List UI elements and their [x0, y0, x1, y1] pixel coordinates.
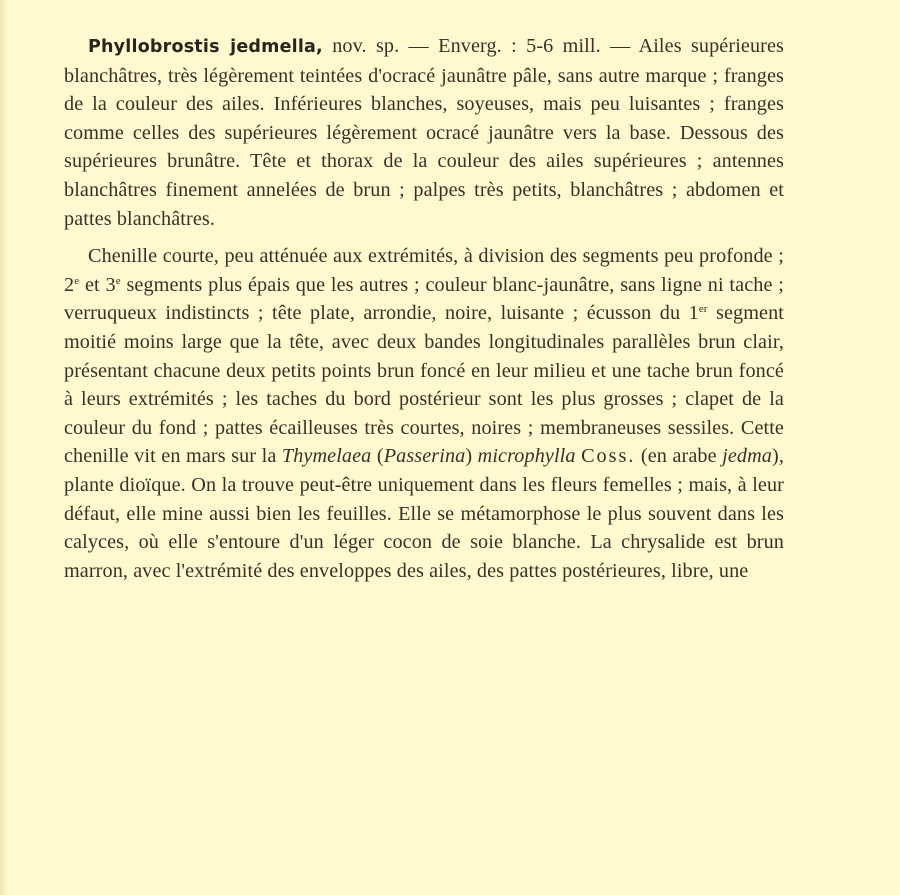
- superscript-er: er: [698, 303, 708, 316]
- arabic-name: jedma: [722, 445, 772, 468]
- caterpillar-text-9: ), plante dioïque. On la trouve peut-être uniquement dans les fleurs femelles ; mais, à leur défaut, elle mine aussi bien les feuilles. Elle se métamorphose le plus souvent dans les calyces, où elle s'entoure d'un léger cocon de soie blanche. La chrysalide est brun marron, avec l'extrémité des enveloppes des ailes, des pattes postérieures, libre, une: [64, 445, 784, 582]
- superscript-e-2: e: [115, 274, 121, 287]
- plant-synonym: Passerina: [383, 445, 466, 468]
- caterpillar-text-3: segments plus épais que les autres ; couleur blanc-jaunâtre, sans ligne ni tache ; verruqueux indistincts ; tête plate, arrondie, noire, luisante ; écusson du 1: [64, 273, 784, 325]
- description-text: nov. sp. — Enverg. : 5-6 mill. — Ailes supérieures blanchâtres, très légèrement teintées d'ocracé jaunâtre pâle, sans autre marque ; franges de la couleur des ailes. Inférieures blanches, soyeuses, mais peu luisantes ; franges comme celles des supérieures légèrement ocracé jaunâtre vers la base. Dessous des supérieures brunâtre. Tête et thorax de la couleur des ailes supérieures ; antennes blanchâtres finement annelées de brun ; palpes très petits, blanchâtres ; abdomen et pattes blanchâtres.: [64, 35, 784, 230]
- plant-epithet: microphylla: [477, 445, 576, 468]
- caterpillar-text-1: Chenille courte, peu atténuée aux extrémités, à division des segments peu profonde ; 2: [64, 245, 784, 296]
- caterpillar-text-5: (: [371, 445, 384, 468]
- caterpillar-text-2: et 3: [79, 273, 116, 296]
- caterpillar-text-8: (en arabe: [635, 445, 723, 468]
- plant-genus: Thymelaea: [281, 445, 372, 468]
- species-name: Phyllobrostis jedmella,: [88, 37, 323, 57]
- paragraph-caterpillar: [64, 242, 784, 585]
- superscript-e-1: e: [74, 274, 80, 287]
- page-spine: [0, 0, 8, 895]
- plant-author: Coss.: [581, 445, 636, 468]
- paragraph-description: [64, 32, 784, 233]
- text-block: [64, 32, 784, 585]
- caterpillar-text-4: segment moitié moins large que la tête, avec deux bandes longitudinales parallèles brun clair, présentant chacune deux petits points brun foncé en leur milieu et une tache brun foncé à leurs extrémités ; les taches du bord postérieur sont les plus grosses ; clapet de la couleur du fond ; pattes écailleuses très courtes, noires ; membraneuses sessiles. Cette chenille vit en mars sur la: [64, 302, 784, 468]
- caterpillar-text-6: ): [465, 445, 478, 468]
